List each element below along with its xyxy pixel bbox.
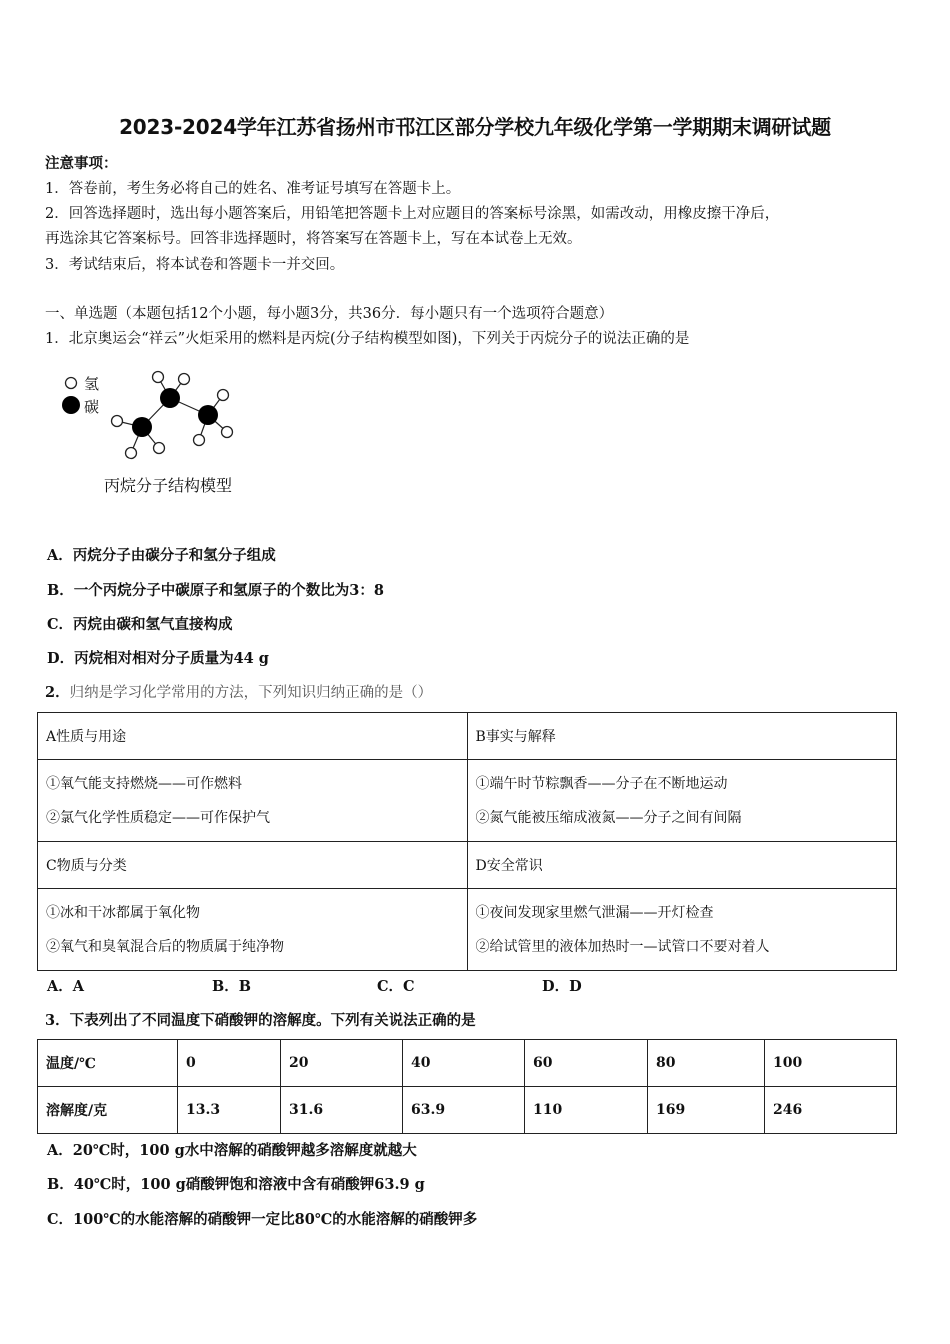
question-3-stem: 3．下表列出了不同温度下硝酸钾的溶解度。下列有关说法正确的是 bbox=[45, 1012, 476, 1029]
cell-line: ②氮气能被压缩成液氮——分子之间有间隔 bbox=[475, 809, 742, 826]
cell-d-head: D安全常识 bbox=[467, 842, 897, 889]
temp-cell: 20 bbox=[281, 1040, 403, 1087]
q2-choice-c: C．C bbox=[377, 978, 415, 995]
cell-b-body bbox=[467, 760, 897, 842]
legend-hydrogen-label: 氢 bbox=[84, 375, 100, 393]
notice-item: 2．回答选择题时，选出每小题答案后，用铅笔把答题卡上对应题目的答案标号涂黑，如需改动，用橡皮擦干净后， bbox=[45, 206, 780, 222]
cell-line: ①氧气能支持燃烧——可作燃料 bbox=[46, 775, 242, 792]
notice-item: 3．考试结束后，将本试卷和答题卡一并交回。 bbox=[45, 257, 345, 273]
q2-choice-d: D．D bbox=[542, 978, 582, 995]
temp-cell: 80 bbox=[648, 1040, 765, 1087]
q3-option-b: B．40℃时，100 g硝酸钾饱和溶液中含有硝酸钾63.9 g bbox=[47, 1176, 425, 1193]
cell-c-head: C物质与分类 bbox=[38, 842, 468, 889]
solubility-cell: 246 bbox=[765, 1087, 897, 1134]
q3-option-a: A．20℃时，100 g水中溶解的硝酸钾越多溶解度就越大 bbox=[47, 1142, 417, 1159]
solubility-cell: 13.3 bbox=[178, 1087, 281, 1134]
solubility-cell: 31.6 bbox=[281, 1087, 403, 1134]
cell-line: ②氯气化学性质稳定——可作保护气 bbox=[46, 809, 270, 826]
notice-heading: 注意事项： bbox=[45, 155, 118, 172]
solubility-cell: 110 bbox=[525, 1087, 648, 1134]
cell-line: ①端午时节粽飘香——分子在不断地运动 bbox=[475, 775, 728, 792]
temp-cell: 60 bbox=[525, 1040, 648, 1087]
section-heading: 一、单选题（本题包括12个小题，每小题3分，共36分．每小题只有一个选项符合题意） bbox=[45, 306, 614, 322]
page-title: 2023-2024学年江苏省扬州市邗江区部分学校九年级化学第一学期期末调研试题 bbox=[119, 115, 831, 139]
solubility-table bbox=[37, 1039, 897, 1134]
figure-caption: 丙烷分子结构模型 bbox=[104, 476, 233, 495]
question-2-stem bbox=[45, 681, 432, 702]
cell-d-body bbox=[467, 889, 897, 971]
notice-item: 再选涂其它答案标号。回答非选择题时，将答案写在答题卡上，写在本试卷上无效。 bbox=[45, 231, 582, 247]
q2-choice-b: B．B bbox=[212, 978, 252, 995]
legend-carbon-label: 碳 bbox=[84, 398, 100, 416]
question-1-stem: 1．北京奥运会“祥云”火炬采用的燃料是丙烷(分子结构模型如图)，下列关于丙烷分子的说法正确的是 bbox=[45, 331, 690, 347]
temp-cell: 100 bbox=[765, 1040, 897, 1087]
row-label-solubility: 溶解度/克 bbox=[38, 1087, 178, 1134]
temp-cell: 40 bbox=[403, 1040, 525, 1087]
solubility-cell: 63.9 bbox=[403, 1087, 525, 1134]
cell-a-head: A性质与用途 bbox=[38, 713, 468, 760]
solubility-cell: 169 bbox=[648, 1087, 765, 1134]
q1-option-d: D．丙烷相对相对分子质量为44 g bbox=[47, 650, 269, 667]
cell-line: ①夜间发现家里燃气泄漏——开灯检查 bbox=[475, 904, 714, 921]
temp-cell: 0 bbox=[178, 1040, 281, 1087]
question-2-text: 归纳是学习化学常用的方法，下列知识归纳正确的是（） bbox=[69, 685, 433, 701]
cell-line: ②给试管里的液体加热时一—试管口不要对着人 bbox=[475, 938, 770, 955]
cell-c-body bbox=[38, 889, 468, 971]
cell-line: ①冰和干冰都属于氧化物 bbox=[46, 904, 200, 921]
q1-option-b: B．一个丙烷分子中碳原子和氢原子的个数比为3：8 bbox=[47, 582, 384, 599]
row-label-temperature: 温度/℃ bbox=[38, 1040, 178, 1087]
notice-item: 1．答卷前，考生务必将自己的姓名、准考证号填写在答题卡上。 bbox=[45, 181, 461, 197]
cell-line: ②氧气和臭氧混合后的物质属于纯净物 bbox=[46, 938, 284, 955]
cell-b-head: B事实与解释 bbox=[467, 713, 897, 760]
q3-option-c: C．100℃的水能溶解的硝酸钾一定比80℃的水能溶解的硝酸钾多 bbox=[47, 1211, 478, 1228]
q1-option-c: C．丙烷由碳和氢气直接构成 bbox=[47, 616, 233, 633]
knowledge-summary-table bbox=[37, 712, 897, 971]
cell-a-body bbox=[38, 760, 468, 842]
question-2-number: 2． bbox=[45, 684, 70, 701]
q1-option-a: A．丙烷分子由碳分子和氢分子组成 bbox=[47, 547, 276, 564]
q2-choice-a: A．A bbox=[47, 978, 85, 995]
